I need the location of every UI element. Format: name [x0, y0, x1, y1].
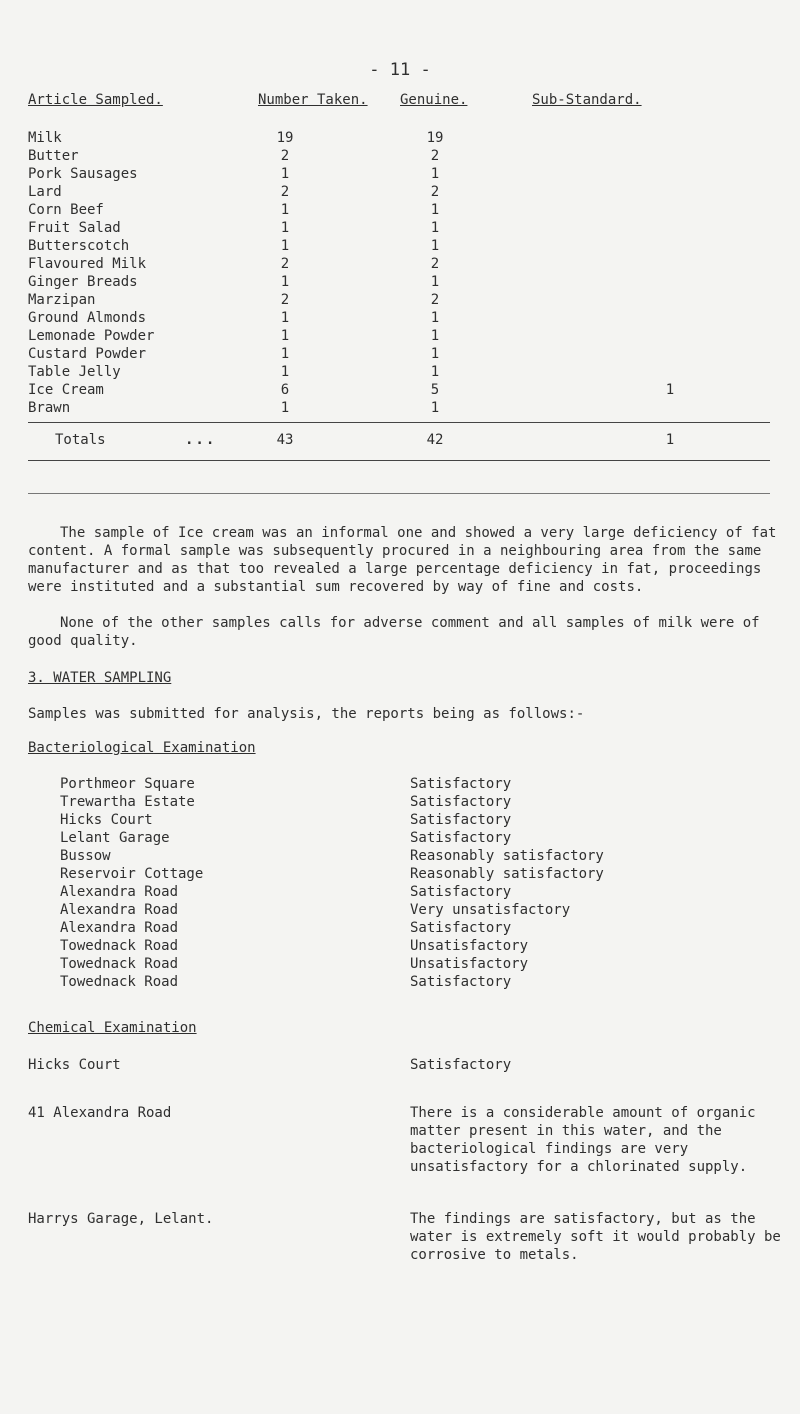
list-item [0, 794, 800, 812]
chemical-result: Satisfactory [410, 1057, 512, 1073]
article-cell: Fruit Salad [28, 220, 121, 236]
article-cell: Lard [28, 184, 62, 200]
location: Alexandra Road [60, 902, 179, 918]
page-number: - 11 - [369, 60, 431, 80]
article-cell: Marzipan [28, 292, 96, 308]
result: Very unsatisfactory [410, 902, 571, 918]
table-row [0, 220, 800, 238]
header-article: Article Sampled. [28, 92, 163, 108]
genuine-cell: 1 [430, 220, 440, 236]
table-row [0, 184, 800, 202]
result: Satisfactory [410, 776, 512, 792]
number-cell: 1 [280, 274, 290, 290]
table-row [0, 364, 800, 382]
article-cell: Ice Cream [28, 382, 104, 398]
section-rule [28, 493, 770, 494]
number-cell: 1 [280, 364, 290, 380]
water-sampling-heading: 3. WATER SAMPLING [28, 670, 172, 686]
number-cell: 2 [280, 292, 290, 308]
location: Reservoir Cottage [60, 866, 204, 882]
article-cell: Butter [28, 148, 79, 164]
table-row [0, 382, 800, 400]
list-item [0, 812, 800, 830]
genuine-cell: 19 [426, 130, 444, 146]
totals-genuine: 42 [426, 432, 444, 448]
location: Alexandra Road [60, 884, 179, 900]
number-cell: 1 [280, 346, 290, 362]
totals-bottom-rule [28, 460, 770, 461]
number-cell: 2 [280, 184, 290, 200]
article-cell: Corn Beef [28, 202, 104, 218]
location: Lelant Garage [60, 830, 170, 846]
table-row [0, 292, 800, 310]
chemical-heading: Chemical Examination [28, 1020, 197, 1036]
article-cell: Brawn [28, 400, 71, 416]
table-row [0, 202, 800, 220]
totals-sub-standard: 1 [665, 432, 675, 448]
genuine-cell: 1 [430, 346, 440, 362]
number-cell: 1 [280, 202, 290, 218]
table-row [0, 328, 800, 346]
location: Towednack Road [60, 974, 179, 990]
list-item [0, 920, 800, 938]
chemical-location: Harrys Garage, Lelant. [28, 1211, 214, 1227]
list-item [0, 866, 800, 884]
totals-label: Totals [55, 432, 106, 448]
list-item [0, 902, 800, 920]
none-other-paragraph: None of the other samples calls for adverse comment and all samples of milk were of good quality. [28, 615, 760, 649]
article-cell: Pork Sausages [28, 166, 138, 182]
number-cell: 1 [280, 400, 290, 416]
number-cell: 1 [280, 238, 290, 254]
result: Satisfactory [410, 920, 512, 936]
article-cell: Butterscotch [28, 238, 130, 254]
result: Unsatisfactory [410, 938, 529, 954]
number-cell: 19 [276, 130, 294, 146]
article-cell: Custard Powder [28, 346, 147, 362]
bacteriological-heading: Bacteriological Examination [28, 740, 256, 756]
table-row [0, 148, 800, 166]
list-item [0, 884, 800, 902]
header-number: Number Taken. [258, 92, 368, 108]
genuine-cell: 2 [430, 256, 440, 272]
chemical-result: The findings are satisfactory, but as the water is extremely soft it would probably be corrosive to metals. [410, 1211, 781, 1263]
result: Satisfactory [410, 794, 512, 810]
list-item [0, 776, 800, 794]
totals-row [0, 432, 800, 450]
header-genuine: Genuine. [400, 92, 468, 108]
number-cell: 2 [280, 148, 290, 164]
genuine-cell: 1 [430, 400, 440, 416]
result: Satisfactory [410, 974, 512, 990]
sub-standard-cell: 1 [665, 382, 675, 398]
genuine-cell: 2 [430, 148, 440, 164]
table-row [0, 256, 800, 274]
table-row [0, 238, 800, 256]
table-row [0, 346, 800, 364]
number-cell: 1 [280, 220, 290, 236]
number-cell: 1 [280, 166, 290, 182]
header-sub-standard: Sub-Standard. [532, 92, 642, 108]
water-intro: Samples was submitted for analysis, the reports being as follows:- [28, 706, 585, 722]
location: Porthmeor Square [60, 776, 195, 792]
genuine-cell: 1 [430, 364, 440, 380]
number-cell: 1 [280, 328, 290, 344]
number-cell: 6 [280, 382, 290, 398]
totals-top-rule [28, 422, 770, 423]
location: Hicks Court [60, 812, 153, 828]
result: Satisfactory [410, 884, 512, 900]
genuine-cell: 1 [430, 310, 440, 326]
table-row [0, 274, 800, 292]
chemical-location: 41 Alexandra Road [28, 1105, 172, 1121]
chemical-location: Hicks Court [28, 1057, 121, 1073]
location: Alexandra Road [60, 920, 179, 936]
number-cell: 2 [280, 256, 290, 272]
genuine-cell: 1 [430, 274, 440, 290]
genuine-cell: 1 [430, 166, 440, 182]
article-cell: Ginger Breads [28, 274, 138, 290]
location: Towednack Road [60, 938, 179, 954]
table-row [0, 130, 800, 148]
chemical-result: There is a considerable amount of organic matter present in this water, and the bacteriological findings are very unsatisfactory for a chlorinated supply. [410, 1105, 756, 1175]
result: Satisfactory [410, 830, 512, 846]
number-cell: 1 [280, 310, 290, 326]
result: Unsatisfactory [410, 956, 529, 972]
ice-cream-paragraph: The sample of Ice cream was an informal one and showed a very large deficiency of fat content. A formal sample was subsequently procured in a neighbouring area from the same manufacturer and as that too revealed a large percentage deficiency in fat, proceedings were instituted and a substantial sum recovered by way of fine and costs. [28, 525, 777, 595]
table-row [0, 310, 800, 328]
location: Trewartha Estate [60, 794, 195, 810]
list-item [0, 938, 800, 956]
article-cell: Lemonade Powder [28, 328, 155, 344]
genuine-cell: 5 [430, 382, 440, 398]
article-cell: Milk [28, 130, 62, 146]
genuine-cell: 1 [430, 238, 440, 254]
list-item [0, 956, 800, 974]
table-row [0, 166, 800, 184]
list-item [0, 848, 800, 866]
totals-dots: ... [185, 432, 217, 448]
article-cell: Flavoured Milk [28, 256, 147, 272]
result: Reasonably satisfactory [410, 866, 604, 882]
location: Bussow [60, 848, 111, 864]
article-cell: Ground Almonds [28, 310, 147, 326]
genuine-cell: 2 [430, 184, 440, 200]
genuine-cell: 2 [430, 292, 440, 308]
result: Reasonably satisfactory [410, 848, 604, 864]
list-item [0, 830, 800, 848]
genuine-cell: 1 [430, 328, 440, 344]
table-row [0, 400, 800, 418]
list-item [0, 974, 800, 992]
totals-number: 43 [276, 432, 294, 448]
genuine-cell: 1 [430, 202, 440, 218]
result: Satisfactory [410, 812, 512, 828]
article-cell: Table Jelly [28, 364, 121, 380]
location: Towednack Road [60, 956, 179, 972]
